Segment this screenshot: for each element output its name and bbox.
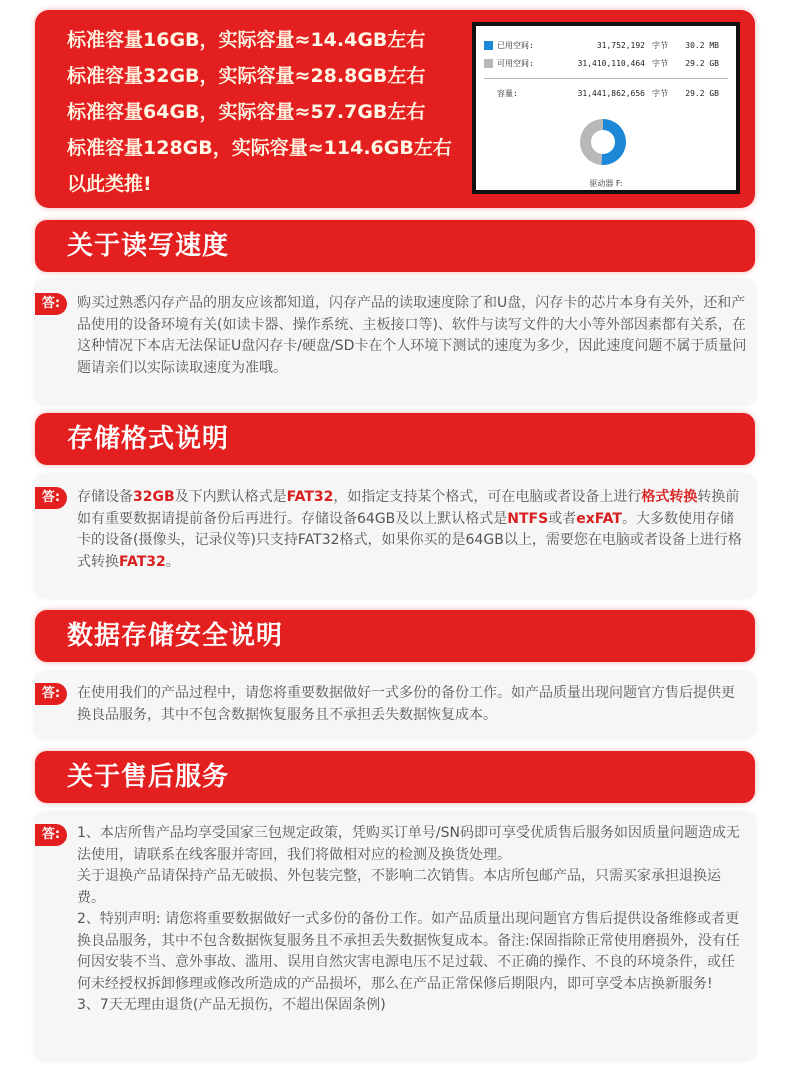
section-header-after-sales (35, 751, 755, 803)
answer-badge: 答: (35, 824, 67, 846)
section-header-storage-format (35, 413, 755, 465)
paragraph-policy: 1、本店所售产品均享受国家三包规定政策，凭购买订单号/SN码即可享受优质售后服务如因质量问题造成无法使用，请联系在线客服并寄回，我们将做相对应的检测及换货处理。 (77, 825, 740, 863)
text-span: 转换前如有重要数据请提前备份后再进行。存储设备64GB及以上默认格式是 (77, 489, 740, 527)
free-space-size: 29.2 GB (685, 59, 719, 68)
answer-badge: 答: (35, 293, 67, 315)
section-title: 关于读写速度 (67, 231, 230, 261)
divider (484, 78, 728, 79)
highlight-32gb: 32GB (133, 489, 175, 505)
paragraph-return-condition: 关于退换产品请保持产品无破损、外包装完整，不影响二次销售。本店所包邮产品，只需买家承担退换运费。 (77, 868, 721, 906)
highlight-format-convert: 格式转换 (641, 489, 698, 505)
capacity-line-32gb: 标准容量32GB，实际容量≈28.8GB左右 (67, 65, 426, 87)
total-capacity-label: 容量: (497, 89, 518, 98)
answer-box-data-security (35, 672, 755, 738)
total-capacity-size: 29.2 GB (685, 89, 719, 98)
highlight-fat32: FAT32 (119, 553, 166, 570)
capacity-line-etc: 以此类推! (67, 173, 152, 195)
answer-text (77, 487, 747, 573)
answer-box-storage-format (35, 475, 755, 597)
answer-badge: 答: (35, 487, 67, 509)
used-space-swatch (484, 41, 493, 50)
used-space-bytes: 31,752,192 (596, 41, 645, 50)
section-title: 存储格式说明 (67, 424, 230, 454)
section-header-data-security (35, 610, 755, 662)
drive-label: 驱动器 F: (589, 179, 623, 188)
free-space-unit: 字节 (652, 59, 668, 68)
answer-text: 购买过熟悉闪存产品的朋友应该都知道，闪存产品的读取速度除了和U盘，闪存卡的芯片本身有关外，还和产品使用的设备环境有关(如读卡器、操作系统、主板接口等)、软件与读写文件的大小等外部因素都有关系，在这种情况下本店无法保证U盘闪存卡/硬盘/SD卡在个人环境下测试的速度为多少，因此速度问题不属于质量问题请亲们以实际读取速度为准哦。 (77, 295, 747, 376)
paragraph-7-day-return: 3、7天无理由退货(产品无损伤，不超出保固条例) (77, 997, 386, 1013)
disk-properties-screenshot (472, 22, 740, 194)
total-capacity-unit: 字节 (652, 89, 668, 98)
answer-badge: 答: (35, 683, 67, 705)
free-space-swatch (484, 59, 493, 68)
used-space-label: 已用空间: (497, 41, 534, 50)
answer-box-read-write-speed (35, 280, 755, 404)
capacity-line-128gb: 标准容量128GB，实际容量≈114.6GB左右 (67, 137, 452, 159)
capacity-lines (67, 22, 452, 202)
free-space-bytes: 31,410,110,464 (577, 59, 645, 68)
text-span: 。 (165, 553, 180, 570)
paragraph-special-statement: 2、特别声明: 请您将重要数据做好一式多份的备份工作。如产品质量出现问题官方售后提供设备维修或者更换良品服务，其中不包含数据恢复服务且不承担丢失数据恢复成本。备注:保固指除正常使用磨损外，没有任何因安装不当、意外事故、滥用、误用自然灾害电源电压不足过载、不正确的操作、不良的环境条件，或任何未经授权拆卸修理或修改所造成的产品损坏，那么在产品正常保修后期限内，即可享受本店换新服务! (77, 911, 740, 992)
highlight-fat32: FAT32 (286, 489, 334, 505)
text-span: 及下内默认格式是 (174, 489, 287, 505)
free-space-row (484, 58, 719, 69)
total-capacity-bytes: 31,441,862,656 (577, 89, 645, 98)
used-space-size: 30.2 MB (685, 41, 719, 50)
highlight-exfat: exFAT (576, 510, 622, 527)
answer-text: 在使用我们的产品过程中，请您将重要数据做好一式多份的备份工作。如产品质量出现问题官方售后提供更换良品服务，其中不包含数据恢复服务且不承担丢失数据恢复成本。 (77, 685, 735, 723)
used-space-row (484, 40, 719, 51)
text-span: 或者 (548, 510, 577, 527)
highlight-ntfs: NTFS (507, 510, 549, 527)
text-span: 。大多数使用存储卡的设备(摄像头，记录仪等)只支持FAT32格式，如果你买的是64GB以上，需要您在电脑或者设备上进行格式转换 (77, 510, 742, 570)
section-title: 数据存储安全说明 (67, 621, 284, 651)
used-space-unit: 字节 (652, 41, 668, 50)
capacity-line-16gb: 标准容量16GB，实际容量≈14.4GB左右 (67, 29, 426, 51)
capacity-banner (35, 10, 755, 208)
total-capacity-row (484, 88, 719, 99)
text-span: 存储设备 (77, 489, 133, 505)
section-header-read-write-speed (35, 220, 755, 272)
text-span: ，如指定支持某个格式，可在电脑或者设备上进行 (333, 489, 642, 505)
section-title: 关于售后服务 (67, 762, 230, 792)
answer-box-after-sales (35, 813, 755, 1060)
free-space-label: 可用空间: (497, 59, 534, 68)
answer-text (77, 823, 747, 1017)
usage-donut-chart (580, 119, 626, 165)
capacity-line-64gb: 标准容量64GB，实际容量≈57.7GB左右 (67, 101, 426, 123)
